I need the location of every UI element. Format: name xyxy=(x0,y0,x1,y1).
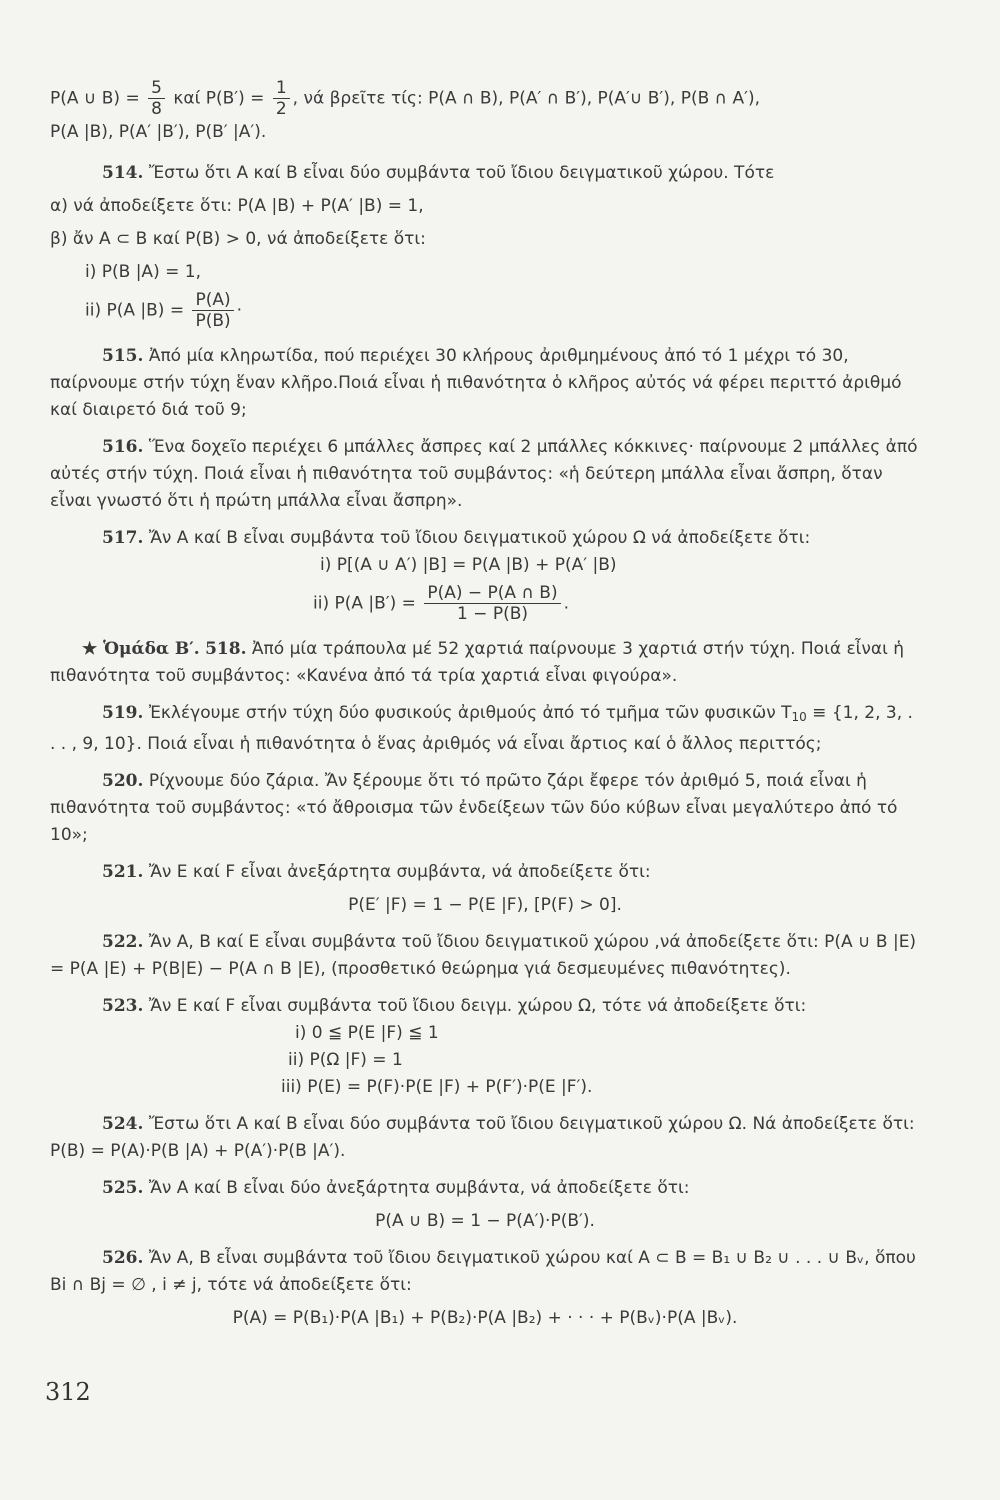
exercise-522: 522. Ἄν A, B καί E εἶναι συμβάντα τοῦ ἴδιου δειγματικοῦ χώρου ,νά ἀποδείξετε ὅτι: P(A ∪ B |E) = P(A |E) + P(B|E) − P(A ∩ B |E), (προσθετικό θεώρημα γιά δεσμευμένες πιθανότητες). xyxy=(50,932,917,979)
fraction-5-8: $\frac{5}{8}$ xyxy=(148,78,165,119)
exercise-516: 516. Ἕνα δοχεῖο περιέχει 6 μπάλλες ἄσπρες καί 2 μπάλλες κόκκινες· παίρνουμε 2 μπάλλες ἀπό αὐτές στήν τύχη. Ποιά εἶναι ἡ πιθανότητα τοῦ συμβάντος: «ἡ δεύτερη μπάλλα εἶναι ἄσπρη, ὅταν εἶναι γνωστό ὅτι ἡ πρώτη μπάλλα εἶναι ἄσπρη». xyxy=(50,437,918,511)
exercise-514-ii: ii) P(A |B) = $\frac{P(A)}{P(B)}$ · xyxy=(85,290,243,331)
exercise-519: 519. Ἐκλέγουμε στήν τύχη δύο φυσικούς ἀριθμούς ἀπό τό τμῆμα τῶν φυσικῶν $T_{10} \equiv \{1$, 2, 3, . . . , 9, 10}. Ποιά εἶναι ἡ πιθανότητα ὁ ἕνας ἀριθμός νά εἶναι ἄρτιος καί ὁ ἄλλος περιττός; xyxy=(50,703,913,754)
exercise-521-formula: P(E′ |F) = 1 − P(E |F), [P(F) > 0]. xyxy=(348,895,622,915)
intro-line-2: P(A |B), P(A′ |B′), P(B′ |A′). xyxy=(50,122,267,142)
fraction-1-2: $\frac{1}{2}$ xyxy=(273,78,290,119)
exercise-521: 521. Ἄν E καί F εἶναι ἀνεξάρτητα συμβάντα, νά ἀποδείξετε ὅτι: xyxy=(102,862,651,882)
exercise-517-i: i) P[(A ∪ A′) |B] = P(A |B) + P(A′ |B) xyxy=(320,555,617,575)
exercise-514: 514. Ἔστω ὅτι A καί B εἶναι δύο συμβάντα τοῦ ἴδιου δειγματικοῦ χώρου. Τότε xyxy=(102,163,775,183)
page-number: 312 xyxy=(45,1378,91,1406)
exercise-515: 515. Ἀπό μία κληρωτίδα, πού περιέχει 30 κλήρους ἀριθμημένους ἀπό τό 1 μέχρι τό 30, παίρνουμε στήν τύχη ἕναν κλῆρο.Ποιά εἶναι ἡ πιθανότητα ὁ κλῆρος αὐτός νά φέρει περιττό ἀριθμό καί διαιρετό διά τοῦ 9; xyxy=(50,346,902,420)
exercise-523-iii: iii) P(E) = P(F)·P(E |F) + P(F′)·P(E |F′). xyxy=(281,1077,593,1097)
exercise-526: 526. Ἄν A, B εἶναι συμβάντα τοῦ ἴδιου δειγματικοῦ χώρου καί A ⊂ B = B₁ ∪ B₂ ∪ . . . ∪ Bᵥ, ὅπου Bi ∩ Bj = ∅ , i ≠ j, τότε νά ἀποδείξετε ὅτι: xyxy=(50,1248,916,1295)
fraction-pa-pb: $\frac{P(A)}{P(B)}$ xyxy=(192,290,233,331)
exercise-514-b: β) ἄν A ⊂ B καί P(B) > 0, νά ἀποδείξετε ὅτι: xyxy=(50,229,426,249)
intro-line-1: P(A ∪ B) = $\frac{5}{8}$ καί P(B′) = $\frac{1}{2}$ , νά βρεῖτε τίς: P(A ∩ B), P(A′ ∩ B′), P(A′∪ B′), P(B ∩ A′), xyxy=(50,78,761,119)
fraction-517: $\frac{P(A) - P(A \cap B)}{1 - P(B)}$ xyxy=(424,583,560,624)
exercise-518: ★ Ὁμάδα Β′. 518. Ἀπό μία τράπουλα μέ 52 χαρτιά παίρνουμε 3 χαρτιά στήν τύχη. Ποιά εἶναι ἡ πιθανότητα τοῦ συμβάντος: «Κανένα ἀπό τά τρία χαρτιά εἶναι φιγούρα». xyxy=(50,639,905,686)
exercise-514-a: α) νά ἀποδείξετε ὅτι: P(A |B) + P(A′ |B) = 1, xyxy=(50,196,424,216)
exercise-520: 520. Ρίχνουμε δύο ζάρια. Ἄν ξέρουμε ὅτι τό πρῶτο ζάρι ἔφερε τόν ἀριθμό 5, ποιά εἶναι ἡ πιθανότητα τοῦ συμβάντος: «τό ἄθροισμα τῶν ἐνδείξεων τῶν δύο κύβων εἶναι μεγαλύτερο ἀπό τό 10»; xyxy=(50,771,898,845)
exercise-523: 523. Ἄν E καί F εἶναι συμβάντα τοῦ ἴδιου δειγμ. χώρου Ω, τότε νά ἀποδείξετε ὅτι: xyxy=(102,996,807,1016)
page-content xyxy=(50,78,920,1332)
exercise-517-ii: ii) P(A |B′) = $\frac{P(A) - P(A \cap B)}{1 - P(B)}$ . xyxy=(313,583,570,624)
group-b-heading: ★ Ὁμάδα Β′. xyxy=(82,639,200,659)
exercise-514-i: i) P(B |A) = 1, xyxy=(85,262,201,282)
exercise-524: 524. Ἔστω ὅτι A καί B εἶναι δύο συμβάντα τοῦ ἴδιου δειγματικοῦ χώρου Ω. Νά ἀποδείξετε ὅτι: P(B) = P(A)·P(B |A) + P(A′)·P(B |A′). xyxy=(50,1114,915,1161)
exercise-523-ii: ii) P(Ω |F) = 1 xyxy=(288,1050,403,1070)
exercise-525-formula: P(A ∪ B) = 1 − P(A′)·P(B′). xyxy=(375,1211,595,1231)
exercise-523-i: i) 0 ≦ P(E |F) ≦ 1 xyxy=(295,1023,439,1043)
exercise-517: 517. Ἄν A καί B εἶναι συμβάντα τοῦ ἴδιου δειγματικοῦ χώρου Ω νά ἀποδείξετε ὅτι: xyxy=(102,528,811,548)
exercise-526-formula: P(A) = P(B₁)·P(A |B₁) + P(B₂)·P(A |B₂) + · · · + P(Bᵥ)·P(A |Bᵥ). xyxy=(232,1308,738,1328)
exercise-525: 525. Ἄν A καί B εἶναι δύο ἀνεξάρτητα συμβάντα, νά ἀποδείξετε ὅτι: xyxy=(102,1178,690,1198)
